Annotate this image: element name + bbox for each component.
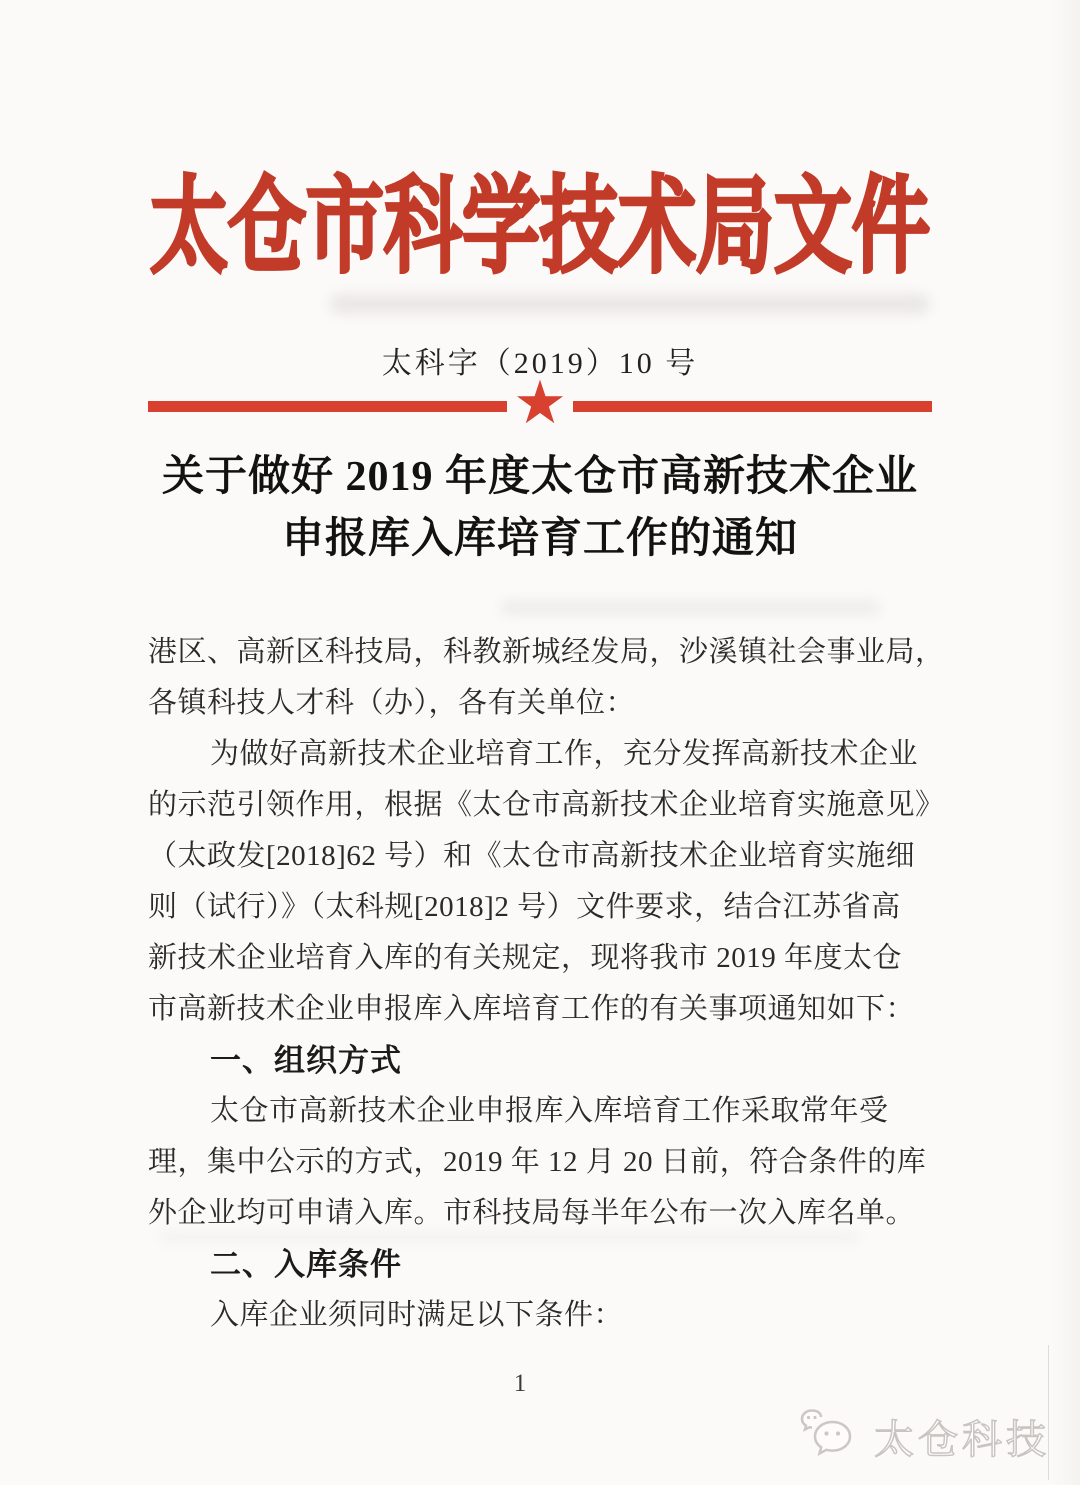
document-body xyxy=(148,624,945,1338)
section-heading: 一、组织方式 xyxy=(210,1043,402,1078)
document-title xyxy=(0,446,1080,570)
red-divider-rule xyxy=(148,368,932,438)
rule-right-bar xyxy=(573,401,932,412)
body-text-line: （太政发[2018]62 号）和《太仓市高新技术企业培育实施细 xyxy=(148,840,916,872)
star-icon: ★ xyxy=(513,368,567,438)
body-text-line: 为做好高新技术企业培育工作，充分发挥高新技术企业 xyxy=(210,738,919,770)
body-text-line: 市高新技术企业申报库入库培育工作的有关事项通知如下： xyxy=(148,993,916,1025)
section-heading: 二、入库条件 xyxy=(210,1247,402,1282)
watermark-text: 太仓科技 xyxy=(874,1418,1050,1462)
doc-reference-number: 太科字（2019）10 号 xyxy=(381,347,699,380)
rule-left-bar xyxy=(148,401,507,412)
page-number: 1 xyxy=(513,1370,527,1397)
body-text-line: 的示范引领作用，根据《太仓市高新技术企业培育实施意见》 xyxy=(148,789,945,821)
body-text-line: 港区、高新区科技局，科教新城经发局，沙溪镇社会事业局， xyxy=(148,636,945,668)
body-text-line: 入库企业须同时满足以下条件： xyxy=(210,1299,624,1331)
body-text-line: 理，集中公示的方式，2019 年 12 月 20 日前，符合条件的库 xyxy=(148,1146,927,1178)
bleed-through-smudge xyxy=(500,600,880,615)
wechat-watermark xyxy=(800,1408,1050,1465)
document-title-line-1: 关于做好 2019 年度太仓市高新技术企业 xyxy=(161,454,918,500)
body-text-line: 则（试行）》（太科规[2018]2 号）文件要求，结合江苏省高 xyxy=(148,891,901,923)
body-text-line: 太仓市高新技术企业申报库入库培育工作采取常年受 xyxy=(210,1095,889,1127)
paper-edge-shade xyxy=(1050,0,1080,1485)
body-text-line: 各镇科技人才科（办），各有关单位： xyxy=(148,687,636,719)
body-text-line: 外企业均可申请入库。市科技局每半年公布一次入库名单。 xyxy=(148,1197,916,1229)
document-title-line-2: 申报库入库培育工作的通知 xyxy=(281,516,798,562)
wechat-icon xyxy=(800,1409,864,1465)
agency-masthead-title: 太仓市科学技术局文件 xyxy=(150,169,931,286)
bleed-through-smudge xyxy=(330,294,930,314)
body-text-line: 新技术企业培育入库的有关规定，现将我市 2019 年度太仓 xyxy=(148,942,903,974)
